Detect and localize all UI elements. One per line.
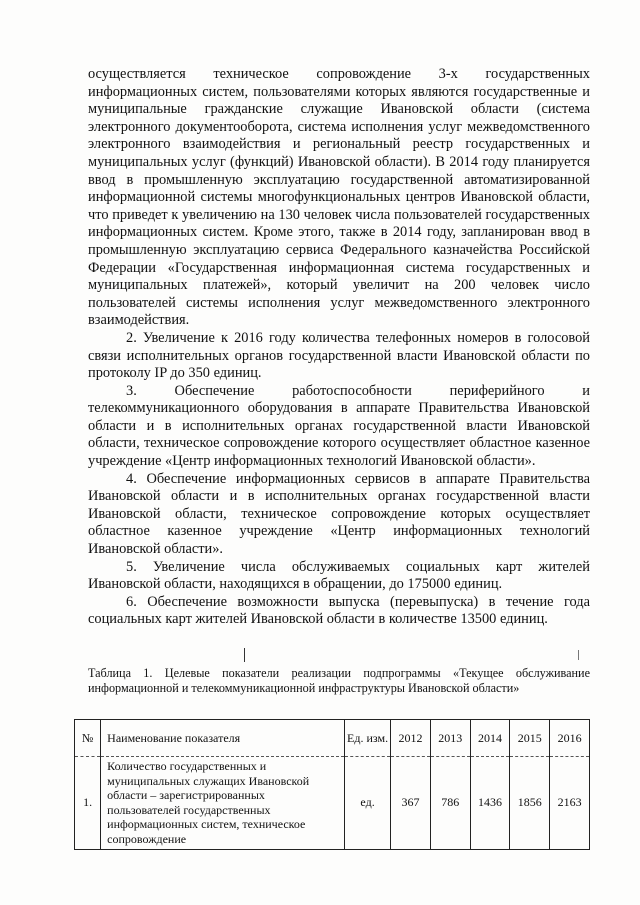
table-caption: Таблица 1. Целевые показатели реализации подпрограммы «Текущее обслуживание информационной и телекоммуникационной инфраструктуры Ивановской области» [88, 666, 590, 695]
row-value: 367 [391, 757, 431, 850]
table-header-row [75, 720, 590, 757]
header-year: 2015 [510, 720, 550, 757]
header-year: 2012 [391, 720, 431, 757]
row-num: 1. [75, 757, 101, 850]
paragraph-item-6: 6. Обеспечение возможности выпуска (перевыпуска) в течение года социальных карт жителей Ивановской области в количестве 13500 единиц. [88, 593, 590, 628]
paragraph-item-5: 5. Увеличение числа обслуживаемых социальных карт жителей Ивановской области, находящихся в обращении, до 175000 единиц. [88, 558, 590, 593]
row-name: Количество государственных и муниципальных служащих Ивановской области – зарегистрированных пользователей государственных информационных систем, техническое сопровождение [101, 757, 345, 850]
scan-mark [578, 650, 579, 660]
header-name: Наименование показателя [101, 720, 345, 757]
header-unit: Ед. изм. [345, 720, 391, 757]
header-year: 2014 [470, 720, 510, 757]
row-unit: ед. [345, 757, 391, 850]
header-num: № [75, 720, 101, 757]
paragraph-item-2: 2. Увеличение к 2016 году количества телефонных номеров в голосовой связи исполнительных органов государственной власти Ивановской области по протоколу IP до 350 единиц. [88, 329, 590, 382]
table-row [75, 757, 590, 850]
row-value: 1856 [510, 757, 550, 850]
paragraph-item-4: 4. Обеспечение информационных сервисов в аппарате Правительства Ивановской области и в исполнительных органах государственной власти Ивановской области, техническое сопровождение которых осуществляет областное казенное учреждение «Центр информационных технологий Ивановской области». [88, 470, 590, 558]
header-year: 2016 [550, 720, 590, 757]
body-text [88, 66, 590, 629]
paragraph-item-3: 3. Обеспечение работоспособности периферийного и телекоммуникационного оборудования в аппарате Правительства Ивановской области и в исполнительных органах государственной власти Ивановской области, техническое сопровождение которого осуществляет областное казенное учреждение «Центр информационных технологий Ивановской области». [88, 382, 590, 470]
row-value: 786 [430, 757, 470, 850]
paragraph-continuation: осуществляется техническое сопровождение 3-х государственных информационных систем, пользователями которых являются государственные и муниципальные гражданские служащие Ивановской области (система электронного документооборота, система исполнения услуг межведомственного электронного взаимодействия и региональный реестр государственных и муниципальных услуг (функций) Ивановской области). В 2014 году планируется ввод в промышленную эксплуатацию государственной автоматизированной информационной системы многофункциональных центров Ивановской области, что приведет к увеличению на 130 человек числа пользователей государственных информационных систем. Кроме этого, также в 2014 году, запланирован ввод в промышленную эксплуатацию сервиса Федерального казначейства Российской Федерации «Государственная информационная система государственных и муниципальных платежей», который увеличит на 200 человек число пользователей системы исполнения услуг межведомственного электронного взаимодействия. [88, 66, 590, 329]
scan-mark [244, 648, 245, 662]
row-value: 2163 [550, 757, 590, 850]
header-year: 2013 [430, 720, 470, 757]
indicators-table [74, 719, 590, 850]
row-value: 1436 [470, 757, 510, 850]
